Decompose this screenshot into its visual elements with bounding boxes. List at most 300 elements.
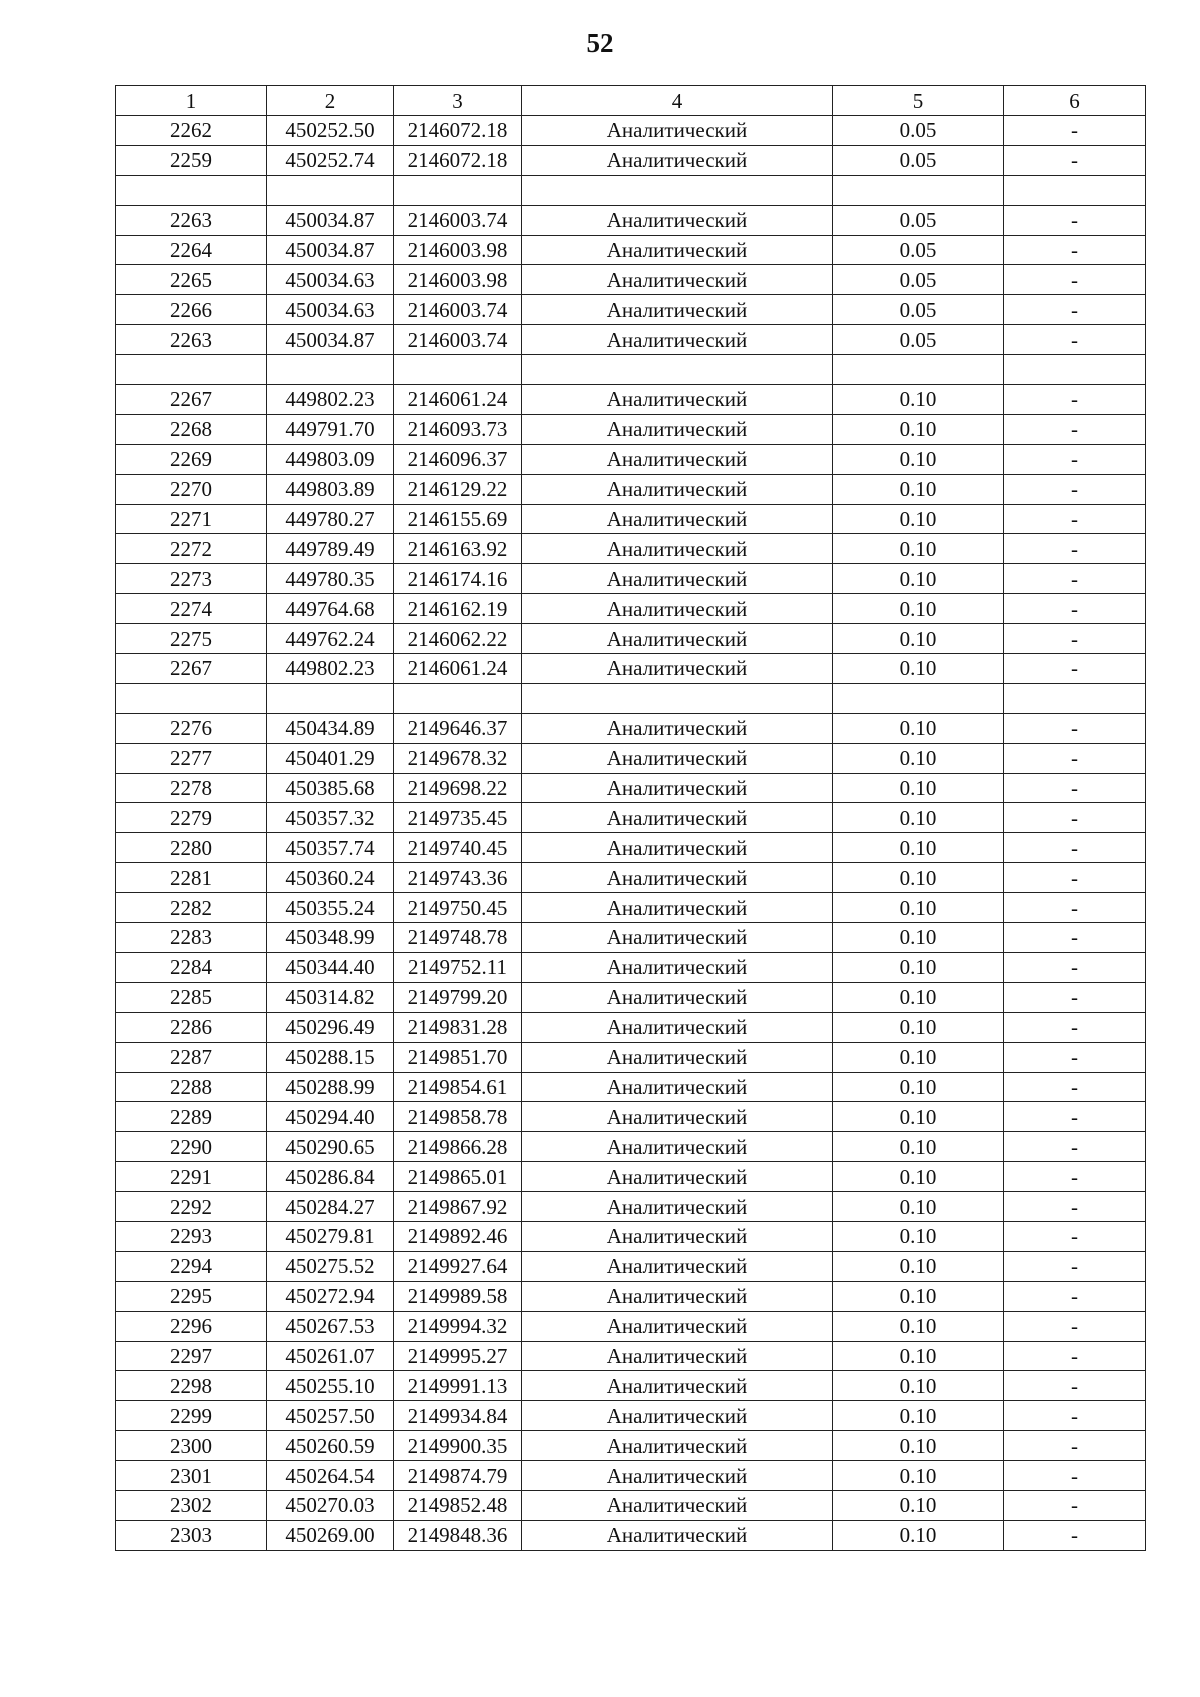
table-row bbox=[116, 265, 1146, 295]
table-row bbox=[116, 594, 1146, 624]
cell-accuracy: 0.05 bbox=[833, 235, 1004, 265]
cell-x-coordinate: 450261.07 bbox=[267, 1341, 394, 1371]
cell-x-coordinate: 450314.82 bbox=[267, 982, 394, 1012]
cell-method: Аналитический bbox=[522, 1281, 833, 1311]
cell-x-coordinate: 450360.24 bbox=[267, 863, 394, 893]
cell-accuracy: 0.10 bbox=[833, 1311, 1004, 1341]
cell-method: Аналитический bbox=[522, 833, 833, 863]
cell-note: - bbox=[1004, 833, 1146, 863]
cell-y-coordinate: 2149874.79 bbox=[394, 1461, 522, 1491]
cell-method: Аналитический bbox=[522, 116, 833, 146]
cell-point-number: 2276 bbox=[116, 713, 267, 743]
cell-x-coordinate: 449789.49 bbox=[267, 534, 394, 564]
cell-accuracy: 0.05 bbox=[833, 205, 1004, 235]
cell-point-number: 2270 bbox=[116, 474, 267, 504]
cell-x-coordinate: 450255.10 bbox=[267, 1371, 394, 1401]
cell-note: - bbox=[1004, 1431, 1146, 1461]
cell-y-coordinate: 2146003.74 bbox=[394, 295, 522, 325]
table-row bbox=[116, 145, 1146, 175]
cell-note: - bbox=[1004, 1162, 1146, 1192]
table-row bbox=[116, 923, 1146, 953]
cell-note: - bbox=[1004, 444, 1146, 474]
cell-note: - bbox=[1004, 205, 1146, 235]
cell-method: Аналитический bbox=[522, 474, 833, 504]
cell-point-number: 2287 bbox=[116, 1042, 267, 1072]
cell-method: Аналитический bbox=[522, 295, 833, 325]
cell-x-coordinate: 450284.27 bbox=[267, 1192, 394, 1222]
cell-accuracy: 0.10 bbox=[833, 1431, 1004, 1461]
cell-method: Аналитический bbox=[522, 952, 833, 982]
table-row bbox=[116, 1221, 1146, 1251]
cell-note: - bbox=[1004, 1072, 1146, 1102]
cell-note: - bbox=[1004, 982, 1146, 1012]
cell-method bbox=[522, 683, 833, 713]
cell-accuracy: 0.10 bbox=[833, 594, 1004, 624]
cell-method bbox=[522, 175, 833, 205]
table-separator-row bbox=[116, 175, 1146, 205]
cell-method: Аналитический bbox=[522, 743, 833, 773]
cell-point-number: 2281 bbox=[116, 863, 267, 893]
cell-x-coordinate: 450357.74 bbox=[267, 833, 394, 863]
table-row bbox=[116, 504, 1146, 534]
cell-note: - bbox=[1004, 1132, 1146, 1162]
cell-y-coordinate: 2146003.74 bbox=[394, 325, 522, 355]
cell-y-coordinate: 2146003.98 bbox=[394, 235, 522, 265]
cell-point-number: 2303 bbox=[116, 1520, 267, 1550]
cell-y-coordinate: 2146062.22 bbox=[394, 624, 522, 654]
cell-point-number: 2297 bbox=[116, 1341, 267, 1371]
cell-point-number: 2285 bbox=[116, 982, 267, 1012]
column-header: 1 bbox=[116, 86, 267, 116]
table-separator-row bbox=[116, 683, 1146, 713]
cell-note: - bbox=[1004, 1520, 1146, 1550]
table-row bbox=[116, 1072, 1146, 1102]
cell-x-coordinate: 450434.89 bbox=[267, 713, 394, 743]
cell-method: Аналитический bbox=[522, 1012, 833, 1042]
cell-method: Аналитический bbox=[522, 385, 833, 415]
table-row bbox=[116, 1281, 1146, 1311]
cell-y-coordinate: 2146096.37 bbox=[394, 444, 522, 474]
cell-method: Аналитический bbox=[522, 534, 833, 564]
cell-x-coordinate: 450290.65 bbox=[267, 1132, 394, 1162]
table-row bbox=[116, 833, 1146, 863]
cell-y-coordinate: 2149858.78 bbox=[394, 1102, 522, 1132]
cell-method: Аналитический bbox=[522, 863, 833, 893]
cell-y-coordinate: 2146061.24 bbox=[394, 385, 522, 415]
cell-accuracy: 0.05 bbox=[833, 325, 1004, 355]
cell-method: Аналитический bbox=[522, 205, 833, 235]
table-row bbox=[116, 1042, 1146, 1072]
cell-accuracy: 0.10 bbox=[833, 1012, 1004, 1042]
cell-y-coordinate: 2149995.27 bbox=[394, 1341, 522, 1371]
cell-method: Аналитический bbox=[522, 1042, 833, 1072]
cell-point-number: 2275 bbox=[116, 624, 267, 654]
cell-point-number: 2283 bbox=[116, 923, 267, 953]
table-row bbox=[116, 205, 1146, 235]
cell-note: - bbox=[1004, 594, 1146, 624]
cell-x-coordinate bbox=[267, 175, 394, 205]
cell-y-coordinate: 2149735.45 bbox=[394, 803, 522, 833]
cell-y-coordinate: 2149851.70 bbox=[394, 1042, 522, 1072]
cell-accuracy bbox=[833, 175, 1004, 205]
cell-point-number: 2265 bbox=[116, 265, 267, 295]
cell-accuracy: 0.10 bbox=[833, 1042, 1004, 1072]
cell-x-coordinate: 450357.32 bbox=[267, 803, 394, 833]
cell-point-number: 2277 bbox=[116, 743, 267, 773]
cell-point-number: 2264 bbox=[116, 235, 267, 265]
table-row bbox=[116, 564, 1146, 594]
cell-x-coordinate: 449780.35 bbox=[267, 564, 394, 594]
cell-x-coordinate: 449791.70 bbox=[267, 414, 394, 444]
table-row bbox=[116, 952, 1146, 982]
cell-accuracy: 0.10 bbox=[833, 1490, 1004, 1520]
table-header-row bbox=[116, 86, 1146, 116]
cell-point-number: 2268 bbox=[116, 414, 267, 444]
cell-note: - bbox=[1004, 385, 1146, 415]
cell-point-number bbox=[116, 175, 267, 205]
cell-accuracy: 0.10 bbox=[833, 1281, 1004, 1311]
cell-note: - bbox=[1004, 923, 1146, 953]
cell-x-coordinate: 450279.81 bbox=[267, 1221, 394, 1251]
cell-accuracy: 0.10 bbox=[833, 414, 1004, 444]
cell-point-number: 2301 bbox=[116, 1461, 267, 1491]
cell-y-coordinate: 2149750.45 bbox=[394, 893, 522, 923]
cell-point-number: 2278 bbox=[116, 773, 267, 803]
cell-note: - bbox=[1004, 1311, 1146, 1341]
cell-method: Аналитический bbox=[522, 1132, 833, 1162]
table-row bbox=[116, 713, 1146, 743]
cell-y-coordinate: 2149852.48 bbox=[394, 1490, 522, 1520]
cell-point-number: 2280 bbox=[116, 833, 267, 863]
cell-x-coordinate: 450401.29 bbox=[267, 743, 394, 773]
cell-y-coordinate: 2146003.74 bbox=[394, 205, 522, 235]
cell-x-coordinate: 449802.23 bbox=[267, 654, 394, 684]
cell-point-number: 2282 bbox=[116, 893, 267, 923]
cell-x-coordinate: 449780.27 bbox=[267, 504, 394, 534]
table-row bbox=[116, 235, 1146, 265]
cell-point-number: 2274 bbox=[116, 594, 267, 624]
cell-method: Аналитический bbox=[522, 1401, 833, 1431]
cell-x-coordinate: 450034.87 bbox=[267, 235, 394, 265]
cell-point-number bbox=[116, 355, 267, 385]
cell-note: - bbox=[1004, 743, 1146, 773]
cell-accuracy: 0.10 bbox=[833, 654, 1004, 684]
cell-method: Аналитический bbox=[522, 773, 833, 803]
table-row bbox=[116, 1102, 1146, 1132]
cell-y-coordinate: 2146061.24 bbox=[394, 654, 522, 684]
cell-note: - bbox=[1004, 1281, 1146, 1311]
cell-note: - bbox=[1004, 1401, 1146, 1431]
cell-y-coordinate: 2149927.64 bbox=[394, 1251, 522, 1281]
cell-x-coordinate: 450034.63 bbox=[267, 295, 394, 325]
cell-method: Аналитический bbox=[522, 1431, 833, 1461]
table-row bbox=[116, 1490, 1146, 1520]
cell-x-coordinate: 449803.89 bbox=[267, 474, 394, 504]
cell-y-coordinate bbox=[394, 683, 522, 713]
cell-accuracy: 0.10 bbox=[833, 1341, 1004, 1371]
cell-y-coordinate: 2149752.11 bbox=[394, 952, 522, 982]
cell-note bbox=[1004, 175, 1146, 205]
cell-point-number: 2266 bbox=[116, 295, 267, 325]
cell-x-coordinate: 450269.00 bbox=[267, 1520, 394, 1550]
cell-x-coordinate: 449803.09 bbox=[267, 444, 394, 474]
cell-x-coordinate: 450264.54 bbox=[267, 1461, 394, 1491]
table-row bbox=[116, 863, 1146, 893]
table-row bbox=[116, 1311, 1146, 1341]
column-header: 3 bbox=[394, 86, 522, 116]
cell-point-number: 2288 bbox=[116, 1072, 267, 1102]
cell-y-coordinate: 2149646.37 bbox=[394, 713, 522, 743]
table-row bbox=[116, 1251, 1146, 1281]
cell-point-number: 2300 bbox=[116, 1431, 267, 1461]
cell-y-coordinate: 2146162.19 bbox=[394, 594, 522, 624]
cell-note: - bbox=[1004, 1251, 1146, 1281]
cell-note: - bbox=[1004, 1221, 1146, 1251]
cell-method: Аналитический bbox=[522, 504, 833, 534]
cell-y-coordinate: 2146163.92 bbox=[394, 534, 522, 564]
table-row bbox=[116, 1341, 1146, 1371]
cell-point-number: 2302 bbox=[116, 1490, 267, 1520]
cell-y-coordinate: 2146003.98 bbox=[394, 265, 522, 295]
cell-point-number: 2292 bbox=[116, 1192, 267, 1222]
cell-method: Аналитический bbox=[522, 1192, 833, 1222]
cell-point-number: 2298 bbox=[116, 1371, 267, 1401]
cell-y-coordinate: 2149698.22 bbox=[394, 773, 522, 803]
cell-method: Аналитический bbox=[522, 893, 833, 923]
table-row bbox=[116, 1012, 1146, 1042]
cell-method: Аналитический bbox=[522, 145, 833, 175]
cell-x-coordinate: 450272.94 bbox=[267, 1281, 394, 1311]
cell-method: Аналитический bbox=[522, 564, 833, 594]
coordinates-table bbox=[115, 85, 1146, 1551]
cell-accuracy: 0.10 bbox=[833, 1251, 1004, 1281]
cell-accuracy: 0.10 bbox=[833, 1520, 1004, 1550]
cell-accuracy: 0.10 bbox=[833, 444, 1004, 474]
cell-point-number: 2284 bbox=[116, 952, 267, 982]
table-row bbox=[116, 743, 1146, 773]
cell-method: Аналитический bbox=[522, 982, 833, 1012]
cell-accuracy: 0.10 bbox=[833, 743, 1004, 773]
table-row bbox=[116, 1162, 1146, 1192]
cell-method: Аналитический bbox=[522, 235, 833, 265]
cell-note: - bbox=[1004, 414, 1146, 444]
cell-point-number: 2295 bbox=[116, 1281, 267, 1311]
table-row bbox=[116, 1431, 1146, 1461]
table-row bbox=[116, 474, 1146, 504]
cell-y-coordinate: 2149934.84 bbox=[394, 1401, 522, 1431]
column-header: 2 bbox=[267, 86, 394, 116]
cell-note: - bbox=[1004, 893, 1146, 923]
table-row bbox=[116, 893, 1146, 923]
cell-x-coordinate: 450355.24 bbox=[267, 893, 394, 923]
cell-method: Аналитический bbox=[522, 1251, 833, 1281]
table-row bbox=[116, 803, 1146, 833]
cell-x-coordinate: 450034.87 bbox=[267, 205, 394, 235]
table-body bbox=[116, 86, 1146, 1551]
cell-y-coordinate: 2149743.36 bbox=[394, 863, 522, 893]
cell-accuracy: 0.10 bbox=[833, 474, 1004, 504]
cell-method: Аналитический bbox=[522, 1461, 833, 1491]
cell-y-coordinate: 2146174.16 bbox=[394, 564, 522, 594]
cell-note: - bbox=[1004, 713, 1146, 743]
cell-accuracy: 0.10 bbox=[833, 833, 1004, 863]
cell-x-coordinate: 450385.68 bbox=[267, 773, 394, 803]
cell-point-number: 2291 bbox=[116, 1162, 267, 1192]
cell-point-number: 2289 bbox=[116, 1102, 267, 1132]
cell-method: Аналитический bbox=[522, 624, 833, 654]
cell-y-coordinate bbox=[394, 175, 522, 205]
cell-y-coordinate: 2149865.01 bbox=[394, 1162, 522, 1192]
cell-accuracy: 0.10 bbox=[833, 1072, 1004, 1102]
cell-method: Аналитический bbox=[522, 803, 833, 833]
cell-method bbox=[522, 355, 833, 385]
cell-method: Аналитический bbox=[522, 1102, 833, 1132]
cell-y-coordinate: 2149748.78 bbox=[394, 923, 522, 953]
table-row bbox=[116, 1132, 1146, 1162]
cell-accuracy: 0.10 bbox=[833, 773, 1004, 803]
cell-note: - bbox=[1004, 773, 1146, 803]
cell-accuracy: 0.10 bbox=[833, 504, 1004, 534]
page-number: 52 bbox=[586, 28, 614, 58]
cell-note: - bbox=[1004, 295, 1146, 325]
cell-point-number: 2293 bbox=[116, 1221, 267, 1251]
cell-x-coordinate: 450260.59 bbox=[267, 1431, 394, 1461]
table-row bbox=[116, 773, 1146, 803]
cell-point-number bbox=[116, 683, 267, 713]
cell-note: - bbox=[1004, 265, 1146, 295]
cell-point-number: 2262 bbox=[116, 116, 267, 146]
cell-note: - bbox=[1004, 1192, 1146, 1222]
cell-point-number: 2286 bbox=[116, 1012, 267, 1042]
cell-note: - bbox=[1004, 1042, 1146, 1072]
table-row bbox=[116, 624, 1146, 654]
cell-note: - bbox=[1004, 1012, 1146, 1042]
cell-x-coordinate: 450344.40 bbox=[267, 952, 394, 982]
cell-accuracy bbox=[833, 355, 1004, 385]
cell-note: - bbox=[1004, 116, 1146, 146]
cell-accuracy: 0.10 bbox=[833, 534, 1004, 564]
cell-accuracy: 0.10 bbox=[833, 713, 1004, 743]
cell-x-coordinate: 450288.99 bbox=[267, 1072, 394, 1102]
cell-y-coordinate: 2146155.69 bbox=[394, 504, 522, 534]
cell-accuracy: 0.10 bbox=[833, 952, 1004, 982]
cell-accuracy: 0.10 bbox=[833, 1221, 1004, 1251]
table-row bbox=[116, 116, 1146, 146]
cell-accuracy: 0.05 bbox=[833, 265, 1004, 295]
cell-method: Аналитический bbox=[522, 1311, 833, 1341]
cell-method: Аналитический bbox=[522, 1221, 833, 1251]
cell-accuracy: 0.10 bbox=[833, 803, 1004, 833]
cell-x-coordinate: 450296.49 bbox=[267, 1012, 394, 1042]
cell-point-number: 2271 bbox=[116, 504, 267, 534]
column-header: 5 bbox=[833, 86, 1004, 116]
table-row bbox=[116, 1192, 1146, 1222]
cell-y-coordinate: 2146072.18 bbox=[394, 116, 522, 146]
cell-x-coordinate: 450348.99 bbox=[267, 923, 394, 953]
cell-y-coordinate: 2149866.28 bbox=[394, 1132, 522, 1162]
cell-method: Аналитический bbox=[522, 265, 833, 295]
cell-accuracy: 0.10 bbox=[833, 564, 1004, 594]
cell-note: - bbox=[1004, 474, 1146, 504]
cell-y-coordinate bbox=[394, 355, 522, 385]
cell-point-number: 2290 bbox=[116, 1132, 267, 1162]
cell-point-number: 2263 bbox=[116, 325, 267, 355]
cell-accuracy bbox=[833, 683, 1004, 713]
cell-accuracy: 0.05 bbox=[833, 145, 1004, 175]
cell-note: - bbox=[1004, 1102, 1146, 1132]
cell-x-coordinate: 450034.87 bbox=[267, 325, 394, 355]
cell-y-coordinate: 2149991.13 bbox=[394, 1371, 522, 1401]
cell-x-coordinate: 450267.53 bbox=[267, 1311, 394, 1341]
cell-note: - bbox=[1004, 235, 1146, 265]
cell-point-number: 2296 bbox=[116, 1311, 267, 1341]
table-row bbox=[116, 414, 1146, 444]
table-row bbox=[116, 1520, 1146, 1550]
cell-x-coordinate: 450286.84 bbox=[267, 1162, 394, 1192]
cell-y-coordinate: 2149740.45 bbox=[394, 833, 522, 863]
cell-note: - bbox=[1004, 863, 1146, 893]
table-row bbox=[116, 1371, 1146, 1401]
cell-y-coordinate: 2146093.73 bbox=[394, 414, 522, 444]
table-row bbox=[116, 1461, 1146, 1491]
cell-note: - bbox=[1004, 325, 1146, 355]
cell-x-coordinate: 450252.74 bbox=[267, 145, 394, 175]
cell-y-coordinate: 2149678.32 bbox=[394, 743, 522, 773]
cell-accuracy: 0.10 bbox=[833, 385, 1004, 415]
table-row bbox=[116, 385, 1146, 415]
cell-accuracy: 0.10 bbox=[833, 982, 1004, 1012]
cell-accuracy: 0.10 bbox=[833, 1102, 1004, 1132]
cell-note: - bbox=[1004, 1461, 1146, 1491]
cell-y-coordinate: 2149994.32 bbox=[394, 1311, 522, 1341]
cell-note: - bbox=[1004, 1371, 1146, 1401]
cell-point-number: 2269 bbox=[116, 444, 267, 474]
cell-note: - bbox=[1004, 624, 1146, 654]
table-row bbox=[116, 295, 1146, 325]
cell-method: Аналитический bbox=[522, 923, 833, 953]
cell-point-number: 2267 bbox=[116, 385, 267, 415]
cell-method: Аналитический bbox=[522, 325, 833, 355]
column-header: 6 bbox=[1004, 86, 1146, 116]
table-row bbox=[116, 654, 1146, 684]
cell-x-coordinate bbox=[267, 683, 394, 713]
cell-method: Аналитический bbox=[522, 713, 833, 743]
cell-accuracy: 0.05 bbox=[833, 116, 1004, 146]
cell-method: Аналитический bbox=[522, 1490, 833, 1520]
cell-accuracy: 0.10 bbox=[833, 1132, 1004, 1162]
table-separator-row bbox=[116, 355, 1146, 385]
cell-y-coordinate: 2149831.28 bbox=[394, 1012, 522, 1042]
cell-x-coordinate: 450275.52 bbox=[267, 1251, 394, 1281]
cell-y-coordinate: 2149892.46 bbox=[394, 1221, 522, 1251]
cell-accuracy: 0.10 bbox=[833, 893, 1004, 923]
table-row bbox=[116, 534, 1146, 564]
table-row bbox=[116, 1401, 1146, 1431]
cell-note: - bbox=[1004, 534, 1146, 564]
cell-note: - bbox=[1004, 952, 1146, 982]
cell-method: Аналитический bbox=[522, 414, 833, 444]
cell-note: - bbox=[1004, 145, 1146, 175]
cell-y-coordinate: 2149799.20 bbox=[394, 982, 522, 1012]
cell-note bbox=[1004, 355, 1146, 385]
cell-point-number: 2267 bbox=[116, 654, 267, 684]
cell-accuracy: 0.05 bbox=[833, 295, 1004, 325]
cell-y-coordinate: 2149854.61 bbox=[394, 1072, 522, 1102]
cell-method: Аналитический bbox=[522, 1341, 833, 1371]
cell-accuracy: 0.10 bbox=[833, 863, 1004, 893]
cell-point-number: 2263 bbox=[116, 205, 267, 235]
cell-x-coordinate: 449802.23 bbox=[267, 385, 394, 415]
